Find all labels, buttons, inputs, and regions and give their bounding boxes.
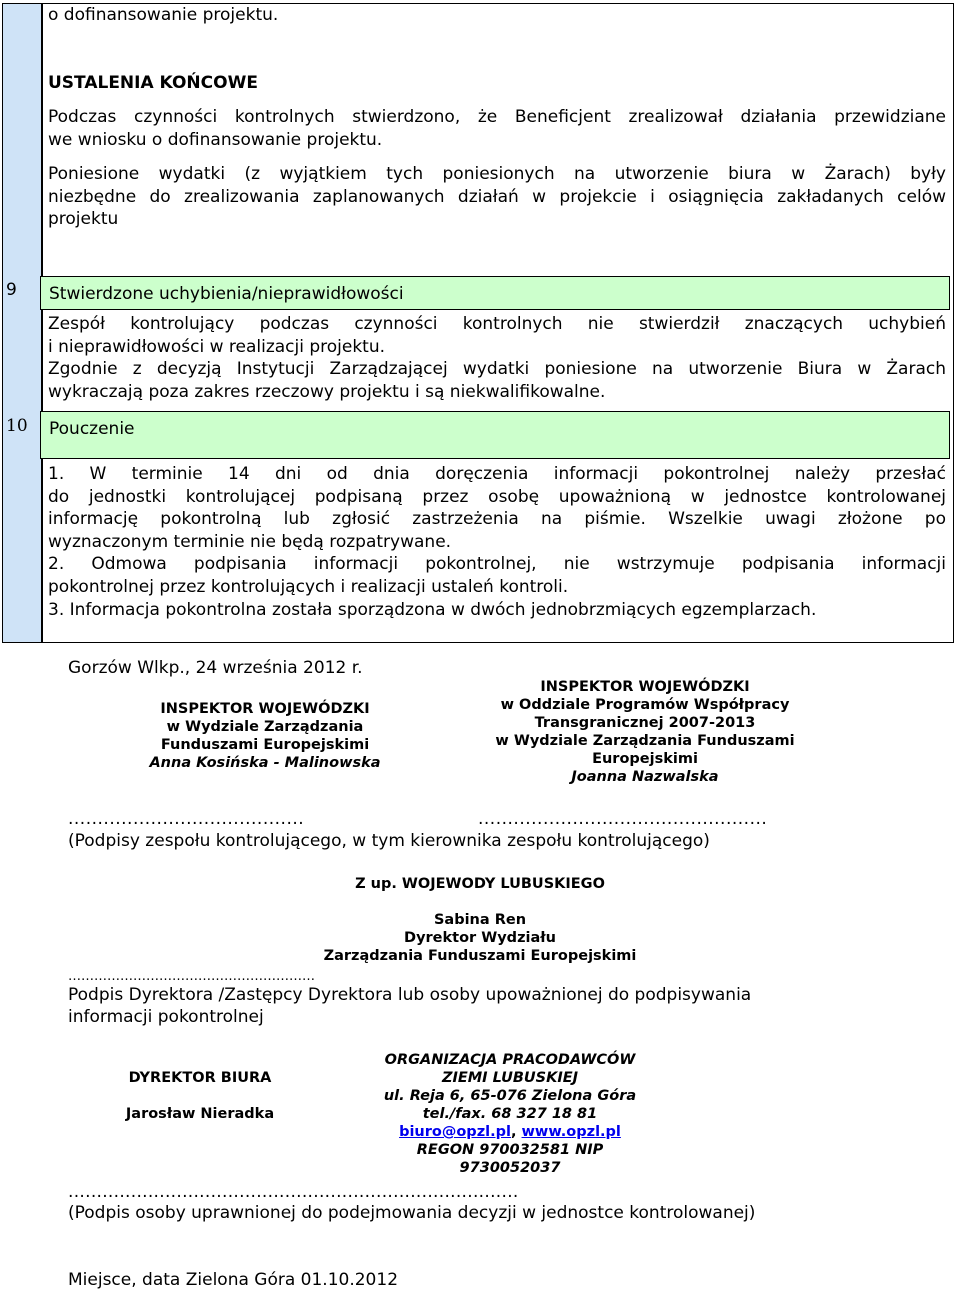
final-findings-paragraph-1: [48, 106, 946, 151]
number-column: [2, 3, 42, 643]
final-findings-paragraph-2: [48, 163, 946, 231]
final-findings-heading: USTALENIA KOŃCOWE: [48, 73, 258, 93]
voivode-block: [290, 875, 670, 965]
intro-line: o dofinansowanie projektu.: [48, 5, 279, 25]
instruction-1-line: informację pokontrolną lub zgłosić zastrzeżenia na piśmie. Wszelkie uwagi złożone po: [48, 509, 946, 530]
section-9-header: [40, 276, 950, 310]
inspector-right-title: INSPEKTOR WOJEWÓDZKI: [540, 679, 750, 695]
text-line: i nieprawidłowości w realizacji projektu.: [48, 336, 386, 357]
contact-separator: ,: [510, 1124, 522, 1140]
instruction-1-line: 1. W terminie 14 dni od dnia doręczenia informacji pokontrolnej należy przesłać: [48, 464, 946, 484]
instruction-2-line: 2. Odmowa podpisania informacji pokontrolnej, nie wstrzymuje podpisania informacji: [48, 554, 946, 575]
final-place-date: Miejsce, data Zielona Góra 01.10.2012: [68, 1270, 399, 1290]
director-name: Sabina Ren: [433, 912, 527, 928]
organization-name: ZIEMI LUBUSKIEJ: [441, 1070, 579, 1086]
director-department: Zarządzania Funduszami Europejskimi: [323, 948, 637, 964]
section-10-body: [48, 463, 946, 621]
stamp-organization: [340, 1051, 680, 1177]
inspector-left-name: Anna Kosińska - Malinowska: [149, 755, 381, 771]
authorized-dots: ...............................................................................: [68, 1182, 519, 1202]
section-9-body: [48, 313, 946, 403]
text-line: Poniesione wydatki (z wyjątkiem tych poniesionych na utworzenie biura w Żarach) były: [48, 164, 946, 184]
office-director-name: Jarosław Nieradka: [125, 1106, 275, 1122]
voivode-on-behalf: Z up. WOJEWODY LUBUSKIEGO: [355, 876, 605, 892]
organization-phone: tel./fax. 68 327 18 81: [422, 1106, 598, 1122]
inspector-right-dept: Transgranicznej 2007-2013: [534, 715, 756, 731]
section-9-title: Stwierdzone uchybienia/nieprawidłowości: [49, 284, 404, 304]
section-9-number: 9: [6, 280, 17, 300]
text-line: Podczas czynności kontrolnych stwierdzono, że Beneficjent zrealizował działania przewidziane: [48, 107, 946, 127]
inspector-right-dept: Europejskimi: [592, 751, 698, 767]
signature-dots-right: .................................................: [478, 809, 768, 829]
text-line: wykraczają poza zakres rzeczowy projektu i są niekwalifikowalne.: [48, 381, 606, 402]
section-10-header: [40, 411, 950, 459]
inspector-right-dept: w Oddziale Programów Współpracy: [500, 697, 790, 713]
inspector-right-dept: w Wydziale Zarządzania Funduszami: [495, 733, 795, 749]
section-10-number: 10: [6, 416, 28, 436]
organization-name: ORGANIZACJA PRACODAWCÓW: [384, 1052, 636, 1068]
inspector-left-dept: w Wydziale Zarządzania: [166, 719, 364, 735]
instruction-1-line: wyznaczonym terminie nie będą rozpatrywane.: [48, 531, 452, 552]
inspector-right-signature: [470, 678, 820, 786]
office-director-title: DYREKTOR BIURA: [128, 1070, 272, 1086]
place-date: Gorzów Wlkp., 24 września 2012 r.: [68, 658, 363, 678]
director-title: Dyrektor Wydziału: [404, 930, 556, 946]
text-line: Zespół kontrolujący podczas czynności kontrolnych nie stwierdził znaczących uchybień: [48, 314, 946, 334]
section-10-title: Pouczenie: [49, 419, 135, 439]
text-line: we wniosku o dofinansowanie projektu.: [48, 129, 383, 150]
text-line: Zgodnie z decyzją Instytucji Zarządzającej wydatki poniesione na utworzenie Biura w Żarach: [48, 359, 946, 379]
team-signature-caption: (Podpisy zespołu kontrolującego, w tym kierownika zespołu kontrolującego): [68, 831, 710, 851]
inspector-left-signature: [90, 700, 440, 772]
organization-address: ul. Reja 6, 65-076 Zielona Góra: [383, 1088, 637, 1104]
organization-contacts: [340, 1123, 680, 1141]
authorized-caption: (Podpis osoby uprawnionej do podejmowania decyzji w jednostce kontrolowanej): [68, 1203, 756, 1223]
instruction-1-line: do jednostki kontrolującej podpisaną przez osobę upoważnioną w jednostce kontrolowanej: [48, 486, 946, 507]
organization-regon: REGON 970032581 NIP: [416, 1142, 604, 1158]
instruction-2-line: pokontrolnej przez kontrolujących i realizacji ustaleń kontroli.: [48, 576, 569, 597]
inspector-left-dept: Funduszami Europejskimi: [160, 737, 370, 753]
organization-nip: 9730052037: [459, 1160, 561, 1176]
director-caption: [68, 984, 751, 1028]
inspector-right-name: Joanna Nazwalska: [571, 769, 719, 785]
text-line: informacji pokontrolnej: [68, 1007, 264, 1027]
instruction-3-line: 3. Informacja pokontrolna została sporządzona w dwóch jednobrzmiących egzemplarzach.: [48, 599, 817, 620]
website-link[interactable]: www.opzl.pl: [521, 1124, 621, 1140]
inspector-left-title: INSPEKTOR WOJEWÓDZKI: [160, 701, 370, 717]
email-link[interactable]: biuro@opzl.pl: [399, 1124, 511, 1140]
text-line: niezbędne do zrealizowania zaplanowanych działań w projekcie i osiągnięcia zakładanych celów: [48, 186, 946, 207]
director-dots: …………………………………………………: [68, 969, 315, 984]
text-line: projektu: [48, 209, 119, 229]
text-line: Podpis Dyrektora /Zastępcy Dyrektora lub osoby upoważnionej do podpisywania: [68, 985, 752, 1005]
signature-dots-left: ........................................: [68, 809, 305, 829]
stamp-left: [100, 1069, 300, 1123]
